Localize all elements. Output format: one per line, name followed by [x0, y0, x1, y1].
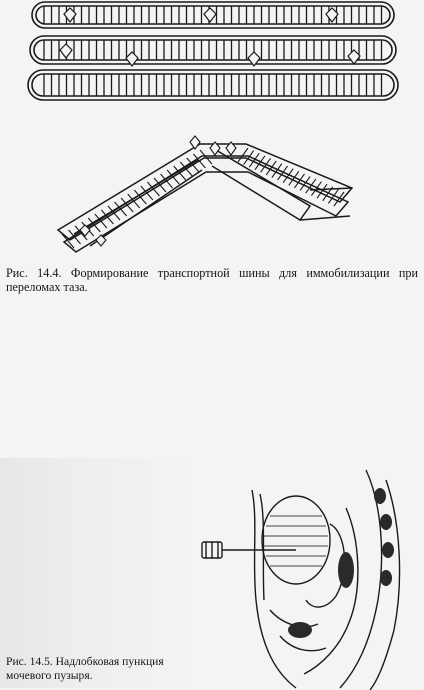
folded-splint-illustration: [50, 130, 370, 258]
caption-line-2: переломах таза.: [6, 280, 88, 294]
caption-line-1: Рис. 14.5. Надлобковая пункция: [6, 655, 164, 668]
suprapubic-puncture-illustration: [200, 460, 422, 690]
caption-prefix: Рис. 14.4.: [6, 266, 62, 280]
caption-line-2: мочевого пузыря.: [6, 669, 93, 682]
figure-14-5-caption: [6, 655, 206, 683]
page-bleed-through: [0, 458, 205, 688]
ladder-splints-illustration: [26, 0, 406, 106]
figure-14-4-caption: [6, 266, 418, 294]
caption-text: Формирование транспортной шины для иммобилизации при: [70, 266, 418, 280]
